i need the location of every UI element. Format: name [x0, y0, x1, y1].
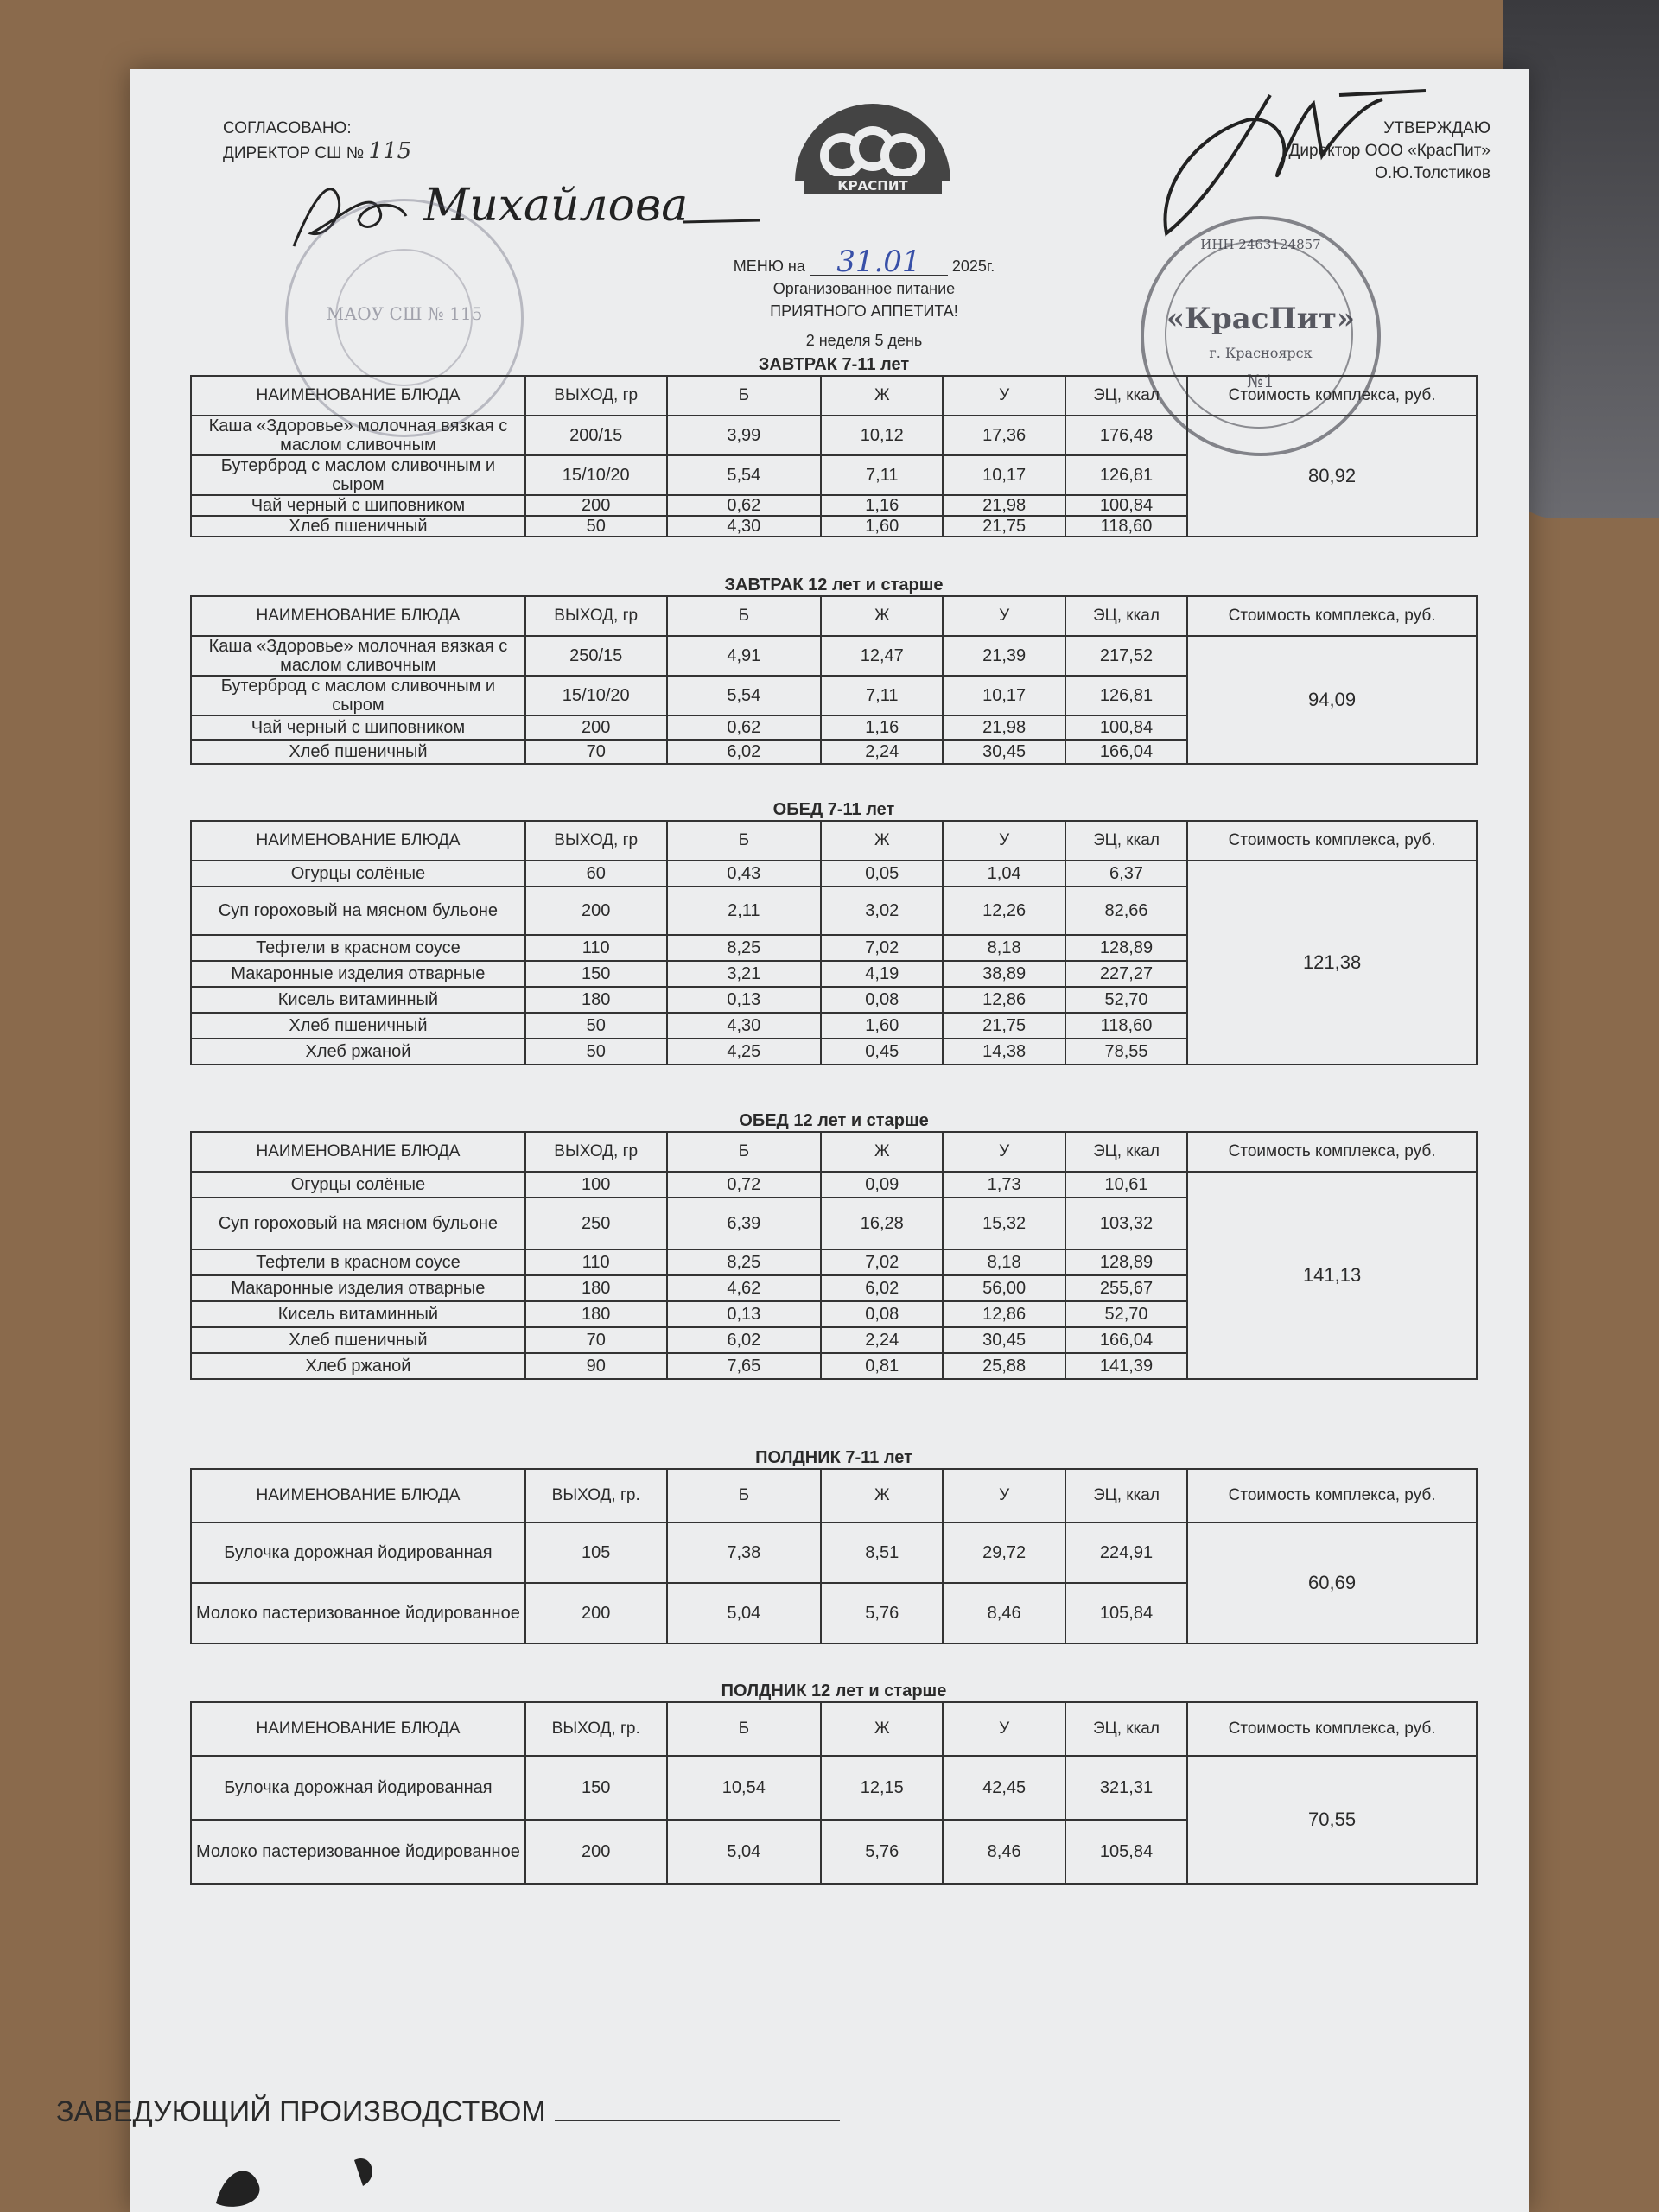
dish-name: Хлеб ржаной	[191, 1353, 525, 1379]
dish-carbs: 21,75	[943, 1013, 1065, 1039]
section-title: ОБЕД 7-11 лет	[772, 800, 895, 819]
dish-carbs: 8,18	[943, 1249, 1065, 1275]
dish-fat: 0,08	[821, 987, 943, 1013]
col-u-header: У	[943, 1469, 1065, 1522]
menu-title-block	[562, 245, 1166, 352]
dish-kcal: 217,52	[1065, 636, 1187, 676]
table-header-row	[191, 596, 1477, 636]
dish-yield: 105	[525, 1522, 667, 1583]
dish-fat: 4,19	[821, 961, 943, 987]
dish-yield: 180	[525, 987, 667, 1013]
dish-protein: 5,54	[667, 455, 822, 495]
dish-kcal: 118,60	[1065, 1013, 1187, 1039]
dish-protein: 3,21	[667, 961, 822, 987]
dish-carbs: 25,88	[943, 1353, 1065, 1379]
col-name-header: НАИМЕНОВАНИЕ БЛЮДА	[191, 1469, 525, 1522]
dish-kcal: 105,84	[1065, 1820, 1187, 1884]
dish-protein: 6,02	[667, 1327, 822, 1353]
complex-cost: 141,13	[1187, 1172, 1477, 1379]
director-name: О.Ю.Толстиков	[1375, 164, 1491, 182]
dish-yield: 15/10/20	[525, 455, 667, 495]
col-yield-header: ВЫХОД, гр.	[525, 1469, 667, 1522]
dish-kcal: 10,61	[1065, 1172, 1187, 1198]
dish-carbs: 30,45	[943, 1327, 1065, 1353]
dish-protein: 2,11	[667, 887, 822, 935]
dish-carbs: 10,17	[943, 676, 1065, 715]
col-zh-header: Ж	[821, 596, 943, 636]
dish-carbs: 12,26	[943, 887, 1065, 935]
dish-yield: 180	[525, 1275, 667, 1301]
col-zh-header: Ж	[821, 376, 943, 416]
dish-kcal: 166,04	[1065, 1327, 1187, 1353]
dish-carbs: 8,46	[943, 1583, 1065, 1643]
dish-kcal: 128,89	[1065, 1249, 1187, 1275]
dish-carbs: 15,32	[943, 1198, 1065, 1249]
col-yield-header: ВЫХОД, гр	[525, 821, 667, 861]
dish-yield: 200	[525, 495, 667, 516]
dish-protein: 5,04	[667, 1820, 822, 1884]
dish-yield: 15/10/20	[525, 676, 667, 715]
col-ec-header: ЭЦ, ккал	[1065, 376, 1187, 416]
dish-name: Суп гороховый на мясном бульоне	[191, 887, 525, 935]
dish-name: Огурцы солёные	[191, 1172, 525, 1198]
col-cost-header: Стоимость комплекса, руб.	[1187, 821, 1477, 861]
dish-name: Хлеб пшеничный	[191, 740, 525, 764]
menu-table	[190, 595, 1478, 765]
dish-carbs: 42,45	[943, 1756, 1065, 1820]
dish-name: Хлеб пшеничный	[191, 516, 525, 537]
complex-cost: 121,38	[1187, 861, 1477, 1065]
complex-cost: 80,92	[1187, 416, 1477, 537]
col-u-header: У	[943, 821, 1065, 861]
section-title: ОБЕД 12 лет и старше	[739, 1111, 929, 1130]
col-ec-header: ЭЦ, ккал	[1065, 1132, 1187, 1172]
dish-fat: 3,02	[821, 887, 943, 935]
table-row	[191, 1756, 1477, 1820]
dish-yield: 70	[525, 1327, 667, 1353]
dish-yield: 150	[525, 961, 667, 987]
col-u-header: У	[943, 596, 1065, 636]
dish-kcal: 118,60	[1065, 516, 1187, 537]
dish-fat: 10,12	[821, 416, 943, 455]
dish-protein: 4,30	[667, 516, 822, 537]
menu-table	[190, 375, 1478, 537]
dish-name: Макаронные изделия отварные	[191, 1275, 525, 1301]
dish-protein: 4,62	[667, 1275, 822, 1301]
dish-kcal: 126,81	[1065, 455, 1187, 495]
dish-kcal: 78,55	[1065, 1039, 1187, 1065]
dish-kcal: 100,84	[1065, 715, 1187, 740]
col-ec-header: ЭЦ, ккал	[1065, 596, 1187, 636]
bon-appetit: ПРИЯТНОГО АППЕТИТА!	[770, 302, 958, 320]
dish-protein: 0,13	[667, 987, 822, 1013]
col-cost-header: Стоимость комплекса, руб.	[1187, 596, 1477, 636]
section-title: ЗАВТРАК 12 лет и старше	[724, 575, 944, 594]
col-name-header: НАИМЕНОВАНИЕ БЛЮДА	[191, 1132, 525, 1172]
menu-section	[190, 575, 1478, 765]
dish-name: Хлеб пшеничный	[191, 1013, 525, 1039]
complex-cost: 70,55	[1187, 1756, 1477, 1884]
dish-kcal: 321,31	[1065, 1756, 1187, 1820]
col-zh-header: Ж	[821, 821, 943, 861]
dish-protein: 10,54	[667, 1756, 822, 1820]
dish-yield: 200	[525, 1820, 667, 1884]
dish-protein: 5,54	[667, 676, 822, 715]
dish-yield: 150	[525, 1756, 667, 1820]
dish-yield: 200/15	[525, 416, 667, 455]
dish-fat: 7,11	[821, 676, 943, 715]
dish-carbs: 17,36	[943, 416, 1065, 455]
dish-kcal: 52,70	[1065, 987, 1187, 1013]
dish-kcal: 255,67	[1065, 1275, 1187, 1301]
kraspit-logo	[786, 95, 959, 194]
col-cost-header: Стоимость комплекса, руб.	[1187, 1702, 1477, 1756]
confirm-label: УТВЕРЖДАЮ	[1383, 119, 1491, 137]
dish-name: Молоко пастеризованное йодированное	[191, 1583, 525, 1643]
dish-name: Булочка дорожная йодированная	[191, 1756, 525, 1820]
dish-yield: 250	[525, 1198, 667, 1249]
dish-fat: 0,08	[821, 1301, 943, 1327]
dish-name: Огурцы солёные	[191, 861, 525, 887]
company-stamp-city: г. Красноярск	[1209, 345, 1313, 361]
dish-protein: 8,25	[667, 1249, 822, 1275]
table-header-row	[191, 1702, 1477, 1756]
dish-yield: 60	[525, 861, 667, 887]
menu-table	[190, 820, 1478, 1065]
col-ec-header: ЭЦ, ккал	[1065, 821, 1187, 861]
dish-name: Хлеб пшеничный	[191, 1327, 525, 1353]
table-row	[191, 636, 1477, 676]
dish-name: Бутерброд с маслом сливочным и сыром	[191, 455, 525, 495]
dish-name: Тефтели в красном соусе	[191, 1249, 525, 1275]
dish-yield: 110	[525, 935, 667, 961]
dish-fat: 8,51	[821, 1522, 943, 1583]
logo-text: КРАСПИТ	[837, 178, 908, 194]
table-header-row	[191, 376, 1477, 416]
dish-protein: 4,30	[667, 1013, 822, 1039]
school-director-label: ДИРЕКТОР СШ №	[223, 144, 365, 162]
col-name-header: НАИМЕНОВАНИЕ БЛЮДА	[191, 1702, 525, 1756]
dish-protein: 0,62	[667, 495, 822, 516]
col-name-header: НАИМЕНОВАНИЕ БЛЮДА	[191, 376, 525, 416]
company-stamp-number: №1	[1247, 371, 1274, 391]
dish-kcal: 176,48	[1065, 416, 1187, 455]
dish-yield: 110	[525, 1249, 667, 1275]
col-yield-header: ВЫХОД, гр	[525, 376, 667, 416]
dish-name: Кисель витаминный	[191, 1301, 525, 1327]
dish-fat: 2,24	[821, 1327, 943, 1353]
dish-name: Булочка дорожная йодированная	[191, 1522, 525, 1583]
footer-label: ЗАВЕДУЮЩИЙ ПРОИЗВОДСТВОМ	[56, 2095, 546, 2128]
dish-name: Бутерброд с маслом сливочным и сыром	[191, 676, 525, 715]
menu-date-line	[562, 245, 1166, 279]
dish-fat: 7,02	[821, 1249, 943, 1275]
table-header-row	[191, 1469, 1477, 1522]
col-u-header: У	[943, 1132, 1065, 1172]
table-header-row	[191, 1132, 1477, 1172]
col-yield-header: ВЫХОД, гр.	[525, 1702, 667, 1756]
dish-kcal: 6,37	[1065, 861, 1187, 887]
approved-label: СОГЛАСОВАНО:	[223, 119, 352, 137]
col-b-header: Б	[667, 821, 822, 861]
org-line: Организованное питание	[772, 280, 956, 297]
dish-kcal: 103,32	[1065, 1198, 1187, 1249]
dish-kcal: 141,39	[1065, 1353, 1187, 1379]
dish-carbs: 56,00	[943, 1275, 1065, 1301]
dish-protein: 7,38	[667, 1522, 822, 1583]
col-yield-header: ВЫХОД, гр	[525, 1132, 667, 1172]
dish-protein: 0,13	[667, 1301, 822, 1327]
col-u-header: У	[943, 1702, 1065, 1756]
dish-protein: 0,72	[667, 1172, 822, 1198]
company-director: Директор ООО «КрасПит»	[1288, 142, 1491, 160]
menu-section	[190, 1447, 1478, 1644]
complex-cost: 60,69	[1187, 1522, 1477, 1643]
dish-kcal: 100,84	[1065, 495, 1187, 516]
dish-yield: 90	[525, 1353, 667, 1379]
col-cost-header: Стоимость комплекса, руб.	[1187, 1469, 1477, 1522]
menu-section	[190, 1110, 1478, 1380]
dish-carbs: 30,45	[943, 740, 1065, 764]
dish-protein: 7,65	[667, 1353, 822, 1379]
menu-table	[190, 1468, 1478, 1644]
dish-carbs: 29,72	[943, 1522, 1065, 1583]
col-b-header: Б	[667, 596, 822, 636]
dish-carbs: 1,04	[943, 861, 1065, 887]
dish-fat: 0,05	[821, 861, 943, 887]
dish-name: Хлеб ржаной	[191, 1039, 525, 1065]
dish-protein: 5,04	[667, 1583, 822, 1643]
footer-signature-line	[56, 2095, 840, 2129]
col-ec-header: ЭЦ, ккал	[1065, 1469, 1187, 1522]
company-stamp-inn: ИНН 2463124857	[1200, 237, 1321, 252]
col-b-header: Б	[667, 376, 822, 416]
menu-table	[190, 1131, 1478, 1380]
dish-yield: 200	[525, 887, 667, 935]
dish-yield: 50	[525, 1039, 667, 1065]
complex-cost: 94,09	[1187, 636, 1477, 764]
dish-carbs: 8,46	[943, 1820, 1065, 1884]
col-u-header: У	[943, 376, 1065, 416]
ink-smudge	[199, 2143, 423, 2212]
col-zh-header: Ж	[821, 1702, 943, 1756]
dish-yield: 100	[525, 1172, 667, 1198]
dish-kcal: 224,91	[1065, 1522, 1187, 1583]
dish-kcal: 82,66	[1065, 887, 1187, 935]
dish-protein: 3,99	[667, 416, 822, 455]
dish-carbs: 1,73	[943, 1172, 1065, 1198]
dish-yield: 50	[525, 1013, 667, 1039]
col-zh-header: Ж	[821, 1132, 943, 1172]
dish-fat: 5,76	[821, 1820, 943, 1884]
dish-yield: 200	[525, 715, 667, 740]
dish-fat: 12,15	[821, 1756, 943, 1820]
dish-fat: 6,02	[821, 1275, 943, 1301]
col-name-header: НАИМЕНОВАНИЕ БЛЮДА	[191, 596, 525, 636]
dish-yield: 50	[525, 516, 667, 537]
dish-name: Каша «Здоровье» молочная вязкая с маслом сливочным	[191, 636, 525, 676]
dish-fat: 1,16	[821, 715, 943, 740]
col-zh-header: Ж	[821, 1469, 943, 1522]
menu-document	[56, 69, 1529, 2212]
section-title: ПОЛДНИК 12 лет и старше	[721, 1681, 947, 1700]
dish-fat: 2,24	[821, 740, 943, 764]
dish-yield: 250/15	[525, 636, 667, 676]
table-row	[191, 861, 1477, 887]
section-title: ЗАВТРАК 7-11 лет	[758, 355, 910, 374]
table-row	[191, 416, 1477, 455]
dish-carbs: 14,38	[943, 1039, 1065, 1065]
dish-carbs: 38,89	[943, 961, 1065, 987]
dish-kcal: 227,27	[1065, 961, 1187, 987]
menu-section	[190, 354, 1478, 537]
dish-name: Макаронные изделия отварные	[191, 961, 525, 987]
dish-name: Чай черный с шиповником	[191, 715, 525, 740]
dish-kcal: 128,89	[1065, 935, 1187, 961]
table-row	[191, 1522, 1477, 1583]
dish-kcal: 52,70	[1065, 1301, 1187, 1327]
dish-fat: 1,16	[821, 495, 943, 516]
menu-prefix: МЕНЮ на	[733, 257, 805, 275]
menu-year: 2025г.	[951, 257, 995, 275]
col-b-header: Б	[667, 1702, 822, 1756]
table-row	[191, 1172, 1477, 1198]
approver-signature-text: Михайлова	[423, 180, 689, 232]
menu-section	[190, 799, 1478, 1065]
dish-kcal: 105,84	[1065, 1583, 1187, 1643]
week-day: 2 неделя 5 день	[805, 332, 923, 349]
dish-kcal: 126,81	[1065, 676, 1187, 715]
dish-fat: 5,76	[821, 1583, 943, 1643]
dish-fat: 12,47	[821, 636, 943, 676]
dish-name: Каша «Здоровье» молочная вязкая с маслом сливочным	[191, 416, 525, 455]
dish-protein: 0,62	[667, 715, 822, 740]
school-stamp-text: МАОУ СШ № 115	[326, 303, 483, 324]
company-stamp-brand: «КрасПит»	[1166, 302, 1356, 336]
school-number-handwritten: 115	[368, 138, 412, 164]
dish-protein: 8,25	[667, 935, 822, 961]
dish-name: Суп гороховый на мясном бульоне	[191, 1198, 525, 1249]
col-name-header: НАИМЕНОВАНИЕ БЛЮДА	[191, 821, 525, 861]
dish-protein: 6,02	[667, 740, 822, 764]
signature-blank	[555, 2120, 840, 2121]
table-header-row	[191, 821, 1477, 861]
dish-carbs: 8,18	[943, 935, 1065, 961]
col-yield-header: ВЫХОД, гр	[525, 596, 667, 636]
dish-yield: 200	[525, 1583, 667, 1643]
dish-carbs: 10,17	[943, 455, 1065, 495]
dish-fat: 7,02	[821, 935, 943, 961]
dish-carbs: 21,98	[943, 715, 1065, 740]
dish-carbs: 12,86	[943, 987, 1065, 1013]
dish-fat: 0,81	[821, 1353, 943, 1379]
dish-fat: 1,60	[821, 516, 943, 537]
dish-protein: 6,39	[667, 1198, 822, 1249]
menu-section	[190, 1681, 1478, 1885]
col-ec-header: ЭЦ, ккал	[1065, 1702, 1187, 1756]
dish-name: Молоко пастеризованное йодированное	[191, 1820, 525, 1884]
dish-fat: 16,28	[821, 1198, 943, 1249]
dish-kcal: 166,04	[1065, 740, 1187, 764]
dish-name: Кисель витаминный	[191, 987, 525, 1013]
dish-yield: 180	[525, 1301, 667, 1327]
menu-date-handwritten: 31.01	[810, 249, 948, 276]
dish-fat: 0,09	[821, 1172, 943, 1198]
dish-carbs: 21,39	[943, 636, 1065, 676]
dish-yield: 70	[525, 740, 667, 764]
dish-protein: 0,43	[667, 861, 822, 887]
dish-protein: 4,25	[667, 1039, 822, 1065]
dish-fat: 0,45	[821, 1039, 943, 1065]
dish-name: Тефтели в красном соусе	[191, 935, 525, 961]
dish-name: Чай черный с шиповником	[191, 495, 525, 516]
dish-carbs: 12,86	[943, 1301, 1065, 1327]
dish-fat: 7,11	[821, 455, 943, 495]
dish-carbs: 21,98	[943, 495, 1065, 516]
dish-fat: 1,60	[821, 1013, 943, 1039]
section-title: ПОЛДНИК 7-11 лет	[755, 1448, 912, 1467]
col-b-header: Б	[667, 1132, 822, 1172]
dish-carbs: 21,75	[943, 516, 1065, 537]
col-b-header: Б	[667, 1469, 822, 1522]
col-cost-header: Стоимость комплекса, руб.	[1187, 376, 1477, 416]
dish-protein: 4,91	[667, 636, 822, 676]
col-cost-header: Стоимость комплекса, руб.	[1187, 1132, 1477, 1172]
menu-table	[190, 1701, 1478, 1885]
